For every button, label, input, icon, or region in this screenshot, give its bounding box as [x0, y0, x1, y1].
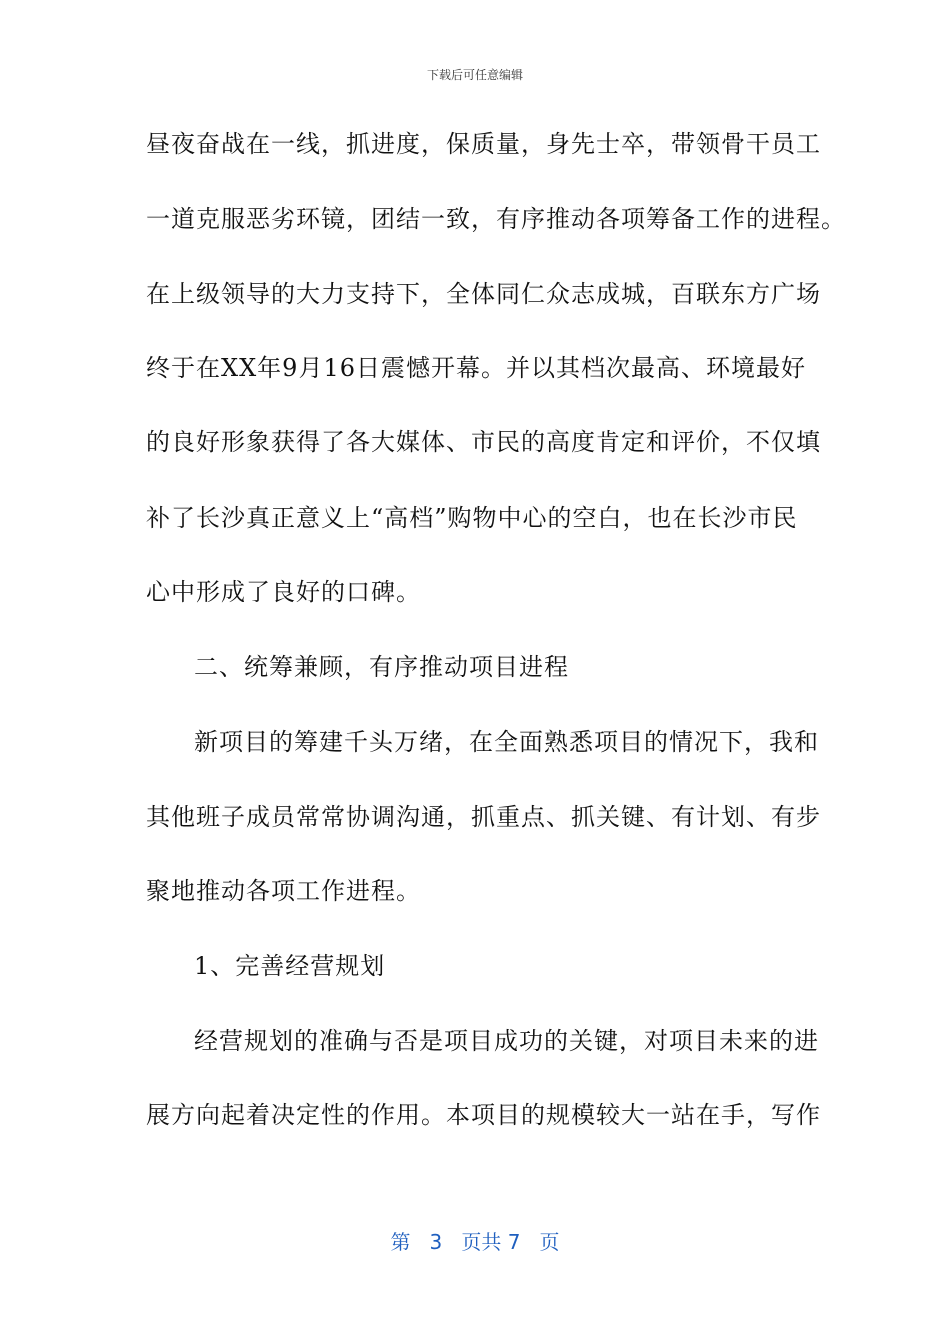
text-line: 补了长沙真正意义上“高档”购物中心的空白，也在长沙市民 — [146, 504, 798, 532]
text-line: 其他班子成员常常协调沟通，抓重点、抓关键、有计划、有步 — [146, 803, 821, 831]
section-heading: 二、统筹兼顾，有序推动项目进程 — [194, 653, 569, 681]
text-line: 心中形成了良好的口碑。 — [146, 578, 421, 606]
text-line: 经营规划的准确与否是项目成功的关键，对项目未来的进 — [194, 1027, 819, 1055]
footer-middle: 页共 — [461, 1230, 502, 1254]
text-line: 昼夜奋战在一线，抓进度，保质量，身先士卒，带领骨干员工 — [146, 130, 821, 158]
subsection-heading: 1、完善经营规划 — [194, 952, 386, 980]
text-line: 新项目的筹建千头万绪，在全面熟悉项目的情况下，我和 — [194, 728, 819, 756]
text-line: 一道克服恶劣环镜，团结一致，有序推动各项筹备工作的进程。 — [146, 205, 846, 233]
footer-prefix: 第 — [390, 1230, 411, 1254]
text-line: 终于在XX年9月16日震憾开幕。并以其档次最高、环境最好 — [146, 354, 806, 382]
page-number: 3 — [429, 1230, 443, 1254]
text-line: 的良好形象获得了各大媒体、市民的高度肯定和评价，不仅填 — [146, 428, 821, 456]
text-line: 聚地推动各项工作进程。 — [146, 877, 421, 905]
text-line: 在上级领导的大力支持下，全体同仁众志成城，百联东方广场 — [146, 280, 821, 308]
footer-suffix: 页 — [539, 1230, 560, 1254]
page-footer — [0, 1226, 950, 1255]
header-note: 下载后可任意编辑 — [426, 68, 523, 82]
text-line: 展方向起着决定性的作用。本项目的规模较大一站在手，写作 — [146, 1101, 821, 1129]
total-pages: 7 — [507, 1230, 521, 1254]
